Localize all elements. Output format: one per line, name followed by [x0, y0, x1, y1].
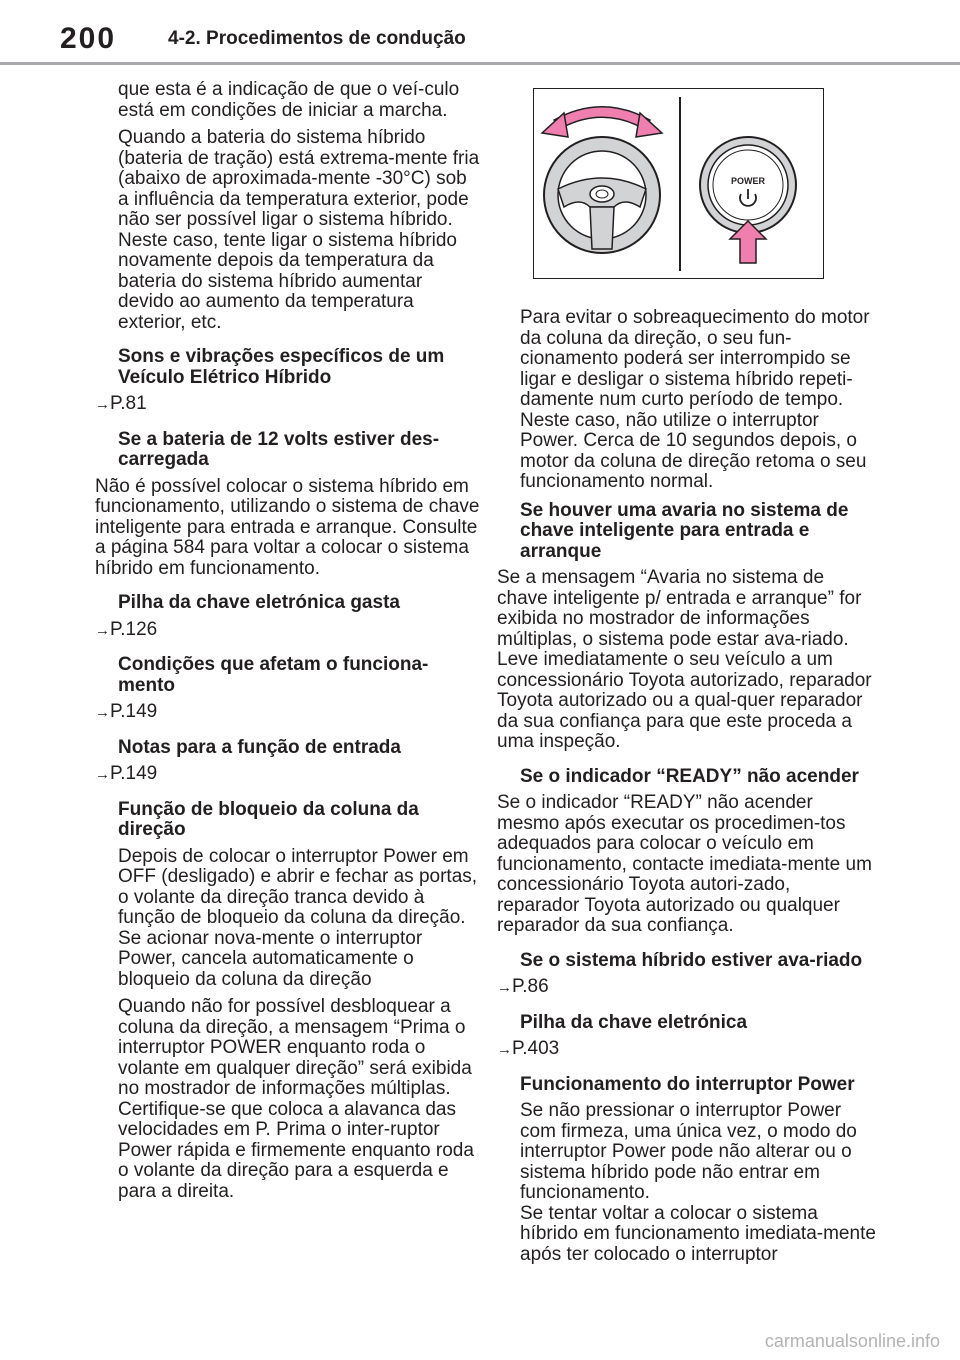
page-header — [0, 0, 960, 68]
page-reference[interactable]: →P.403 — [497, 1038, 560, 1059]
paragraph: Se o indicador “READY” não acender mesmo após executar os procedimen-tos adequados para colocar o veículo em funcionamento, contacte imediata-mente um concessionário Toyota autori-zado, reparador Toyota autorizado ou qualquer reparador da sua confiança. — [497, 792, 872, 936]
rotate-arrow-icon — [542, 112, 662, 137]
reference-arrow-icon: → — [95, 621, 110, 639]
subheading: Pilha da chave eletrónica gasta — [118, 592, 400, 613]
reference-arrow-icon: → — [95, 766, 110, 783]
power-button-icon — [700, 137, 796, 233]
subheading: Se o sistema híbrido estiver ava-riado — [520, 949, 863, 971]
paragraph: que esta é a indicação de que o veí-culo está em condições de iniciar a marcha. — [118, 79, 460, 121]
subheading: Funcionamento do interruptor Power — [520, 1073, 855, 1095]
subheading: Sons e vibrações específicos de um Veículo Elétrico Híbrido — [118, 346, 445, 388]
paragraph: Para evitar o sobreaquecimento do motor da coluna da direção, o seu fun-cionamento poderá ser interrompido se ligar e desligar o sistema híbrido repeti-damente num curto período de tempo. Neste caso, não utilize o interruptor Power. Cerca de 10 segundos depois, o motor da coluna de direção retoma o seu funcionamento normal. — [520, 307, 870, 492]
header-rule — [0, 62, 960, 65]
page-number: 200 — [60, 22, 117, 55]
page-reference[interactable]: →P.149 — [95, 701, 158, 722]
paragraph: Não é possível colocar o sistema híbrido em funcionamento, utilizando o sistema de chave inteligente para entrada e arranque. Consulte a página 584 para voltar a colocar o sistema híbrido em funcionamento. — [95, 475, 480, 579]
steering-wheel-icon — [544, 137, 660, 253]
page-reference[interactable]: →P.126 — [95, 618, 158, 640]
subheading: Notas para a função de entrada — [118, 736, 401, 758]
section-title: 4-2. Procedimentos de condução — [168, 28, 466, 49]
subheading: Se a bateria de 12 volts estiver des-carregada — [118, 428, 440, 470]
paragraph: Se a mensagem “Avaria no sistema de chave inteligente p/ entrada e arranque” for exibida no mostrador de informações múltiplas, o sistema pode estar ava-riado. Leve imediatamente o seu veículo a um concessionário Toyota autorizado, reparador Toyota autorizado ou a qual-quer reparador da sua confiança para que este proceda a uma inspeção. — [497, 567, 872, 752]
paragraph: Quando a bateria do sistema híbrido (bateria de tração) está extrema-mente fria (abaixo de aproximada-mente -30°C) sob a influência da temperatura exterior, pode não ser possível ligar o sistema híbrido. Neste caso, tente ligar o sistema híbrido novamente depois da temperatura da bateria do sistema híbrido aumentar devido ao aumento da temperatura exterior, etc. — [118, 127, 480, 333]
subheading: Pilha da chave eletrónica — [520, 1011, 748, 1033]
power-label: POWER — [730, 176, 766, 186]
page-reference[interactable]: →P.149 — [95, 763, 158, 784]
left-column — [95, 80, 480, 1209]
subheading: Se o indicador “READY” não acender — [520, 765, 859, 787]
reference-arrow-icon: → — [95, 704, 110, 721]
paragraph: Se tentar voltar a colocar o sistema híbrido em funcionamento imediata-mente após ter colocado o interruptor — [520, 1202, 876, 1265]
reference-arrow-icon: → — [497, 1041, 512, 1058]
page-reference[interactable]: →P.81 — [95, 393, 147, 414]
watermark: carmanualsonline.info — [764, 1331, 940, 1351]
paragraph: Depois de colocar o interruptor Power em OFF (desligado) e abrir e fechar as portas, o volante da direção tranca devido à função de bloqueio da coluna da direção. Se acionar nova-mente o interruptor Power, cancela automaticamente o bloqueio da coluna da direção — [118, 845, 478, 990]
reference-arrow-icon: → — [95, 396, 110, 413]
right-column — [497, 308, 877, 1272]
paragraph: Certifique-se que coloca a alavanca das velocidades em P. Prima o inter-ruptor Power rápida e firmemente enquanto roda o volante da direção para a esquerda e para a direita. — [118, 1098, 474, 1202]
subheading: Condições que afetam o funciona-mento — [118, 654, 429, 696]
page-reference[interactable]: →P.86 — [497, 976, 549, 997]
reference-arrow-icon: → — [497, 979, 512, 996]
paragraph: Se não pressionar o interruptor Power com firmeza, uma única vez, o modo do interruptor Power pode não alterar ou o sistema híbrido pode não entrar em funcionamento. — [520, 1100, 857, 1203]
illustration-svg — [534, 89, 822, 277]
subheading: Se houver uma avaria no sistema de chave inteligente para entrada e arranque — [520, 499, 849, 562]
steering-power-illustration — [533, 88, 824, 279]
paragraph: Quando não for possível desbloquear a coluna da direção, a mensagem “Prima o interruptor POWER enquanto roda o volante em qualquer direção” será exibida no mostrador de informações múltiplas. — [118, 996, 472, 1099]
subheading: Função de bloqueio da coluna da direção — [118, 798, 419, 840]
